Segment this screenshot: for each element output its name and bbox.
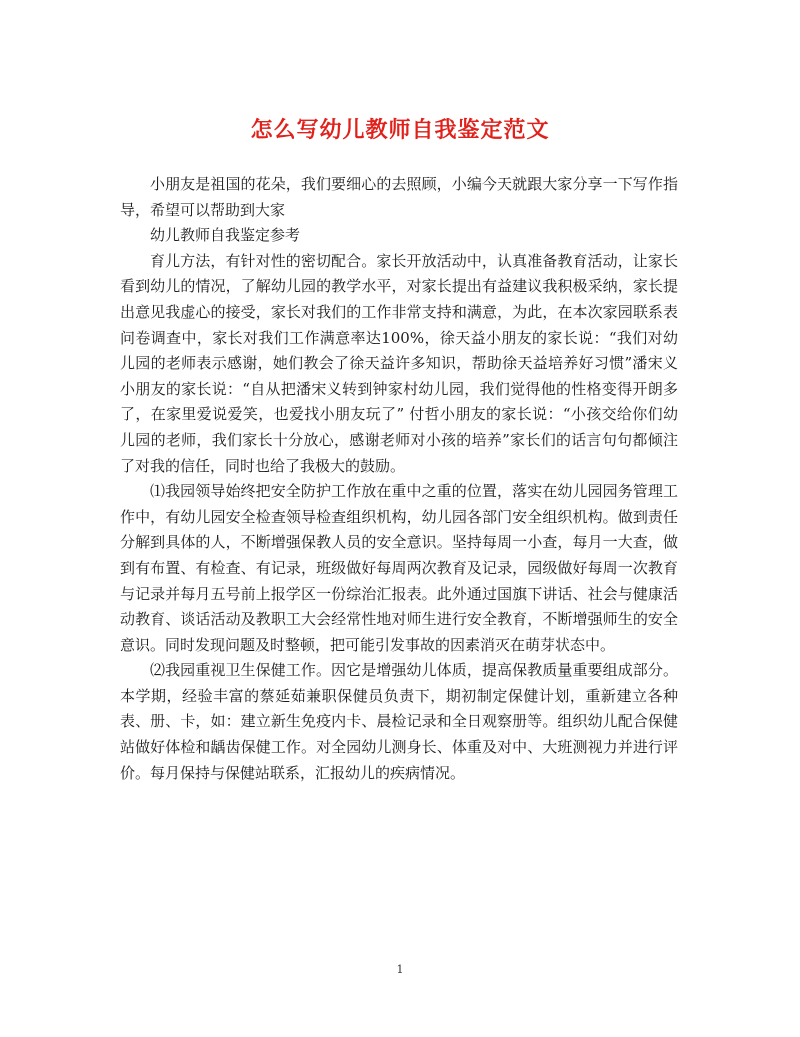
- body-paragraph-safety: ⑴我园领导始终把安全防护工作放在重中之重的位置，落实在幼儿园园务管理工作中，有幼儿园安全检查领导检查组织机构，幼儿园各部门安全组织机构。做到责任分解到具体的人，不断增强保教人员的安全意识。坚持每周一小查，每月一大查，做到有布置、有检查、有记录，班级做好每周两次教育及记录，园级做好每周一次教育与记录并每月五号前上报学区一份综治汇报表。此外通过国旗下讲话、社会与健康活动教育、谈话活动及教职工大会经常性地对师生进行安全教育，不断增强师生的安全意识。同时发现问题及时整顿，把可能引发事故的因素消灭在萌芽状态中。: [120, 482, 678, 654]
- body-paragraph-parenting: 育儿方法，有针对性的密切配合。家长开放活动中，认真准备教育活动，让家长看到幼儿的情况，了解幼儿园的教学水平，对家长提出有益建议我积极采纳，家长提出意见我虚心的接受，家长对我们的工作非常支持和满意，为此，在本次家园联系表问卷调查中，家长对我们工作满意率达100%，徐天益小朋友的家长说：“我们对幼儿园的老师表示感谢，她们教会了徐天益许多知识，帮助徐天益培养好习惯”潘宋义小朋友的家长说：“自从把潘宋义转到钟家村幼儿园，我们觉得他的性格变得开朗多了，在家里爱说爱笑，也爱找小朋友玩了” 付哲小朋友的家长说：“小孩交给你们幼儿园的老师，我们家长十分放心，感谢老师对小孩的培养”家长们的话言句句都倾注了对我的信任，同时也给了我极大的鼓励。: [120, 251, 678, 475]
- body-paragraph-health: ⑵我园重视卫生保健工作。因它是增强幼儿体质，提高保教质量重要组成部分。本学期，经验丰富的蔡延茹兼职保健员负责下，期初制定保健计划，重新建立各种表、册、卡，如：建立新生免疫内卡、晨检记录和全日观察册等。组织幼儿配合保健站做好体检和龋齿保健工作。对全园幼儿测身长、体重及对中、大班测视力并进行评价。每月保持与保健站联系，汇报幼儿的疾病情况。: [120, 661, 678, 782]
- section-heading: 幼儿教师自我鉴定参考: [150, 226, 301, 245]
- page-title: 怎么写幼儿教师自我鉴定范文: [250, 117, 550, 143]
- page-number: 1: [396, 963, 404, 976]
- intro-paragraph: 小朋友是祖国的花朵，我们要细心的去照顾，小编今天就跟大家分享一下写作指导，希望可以帮助到大家: [120, 175, 678, 219]
- document-body: [120, 172, 678, 786]
